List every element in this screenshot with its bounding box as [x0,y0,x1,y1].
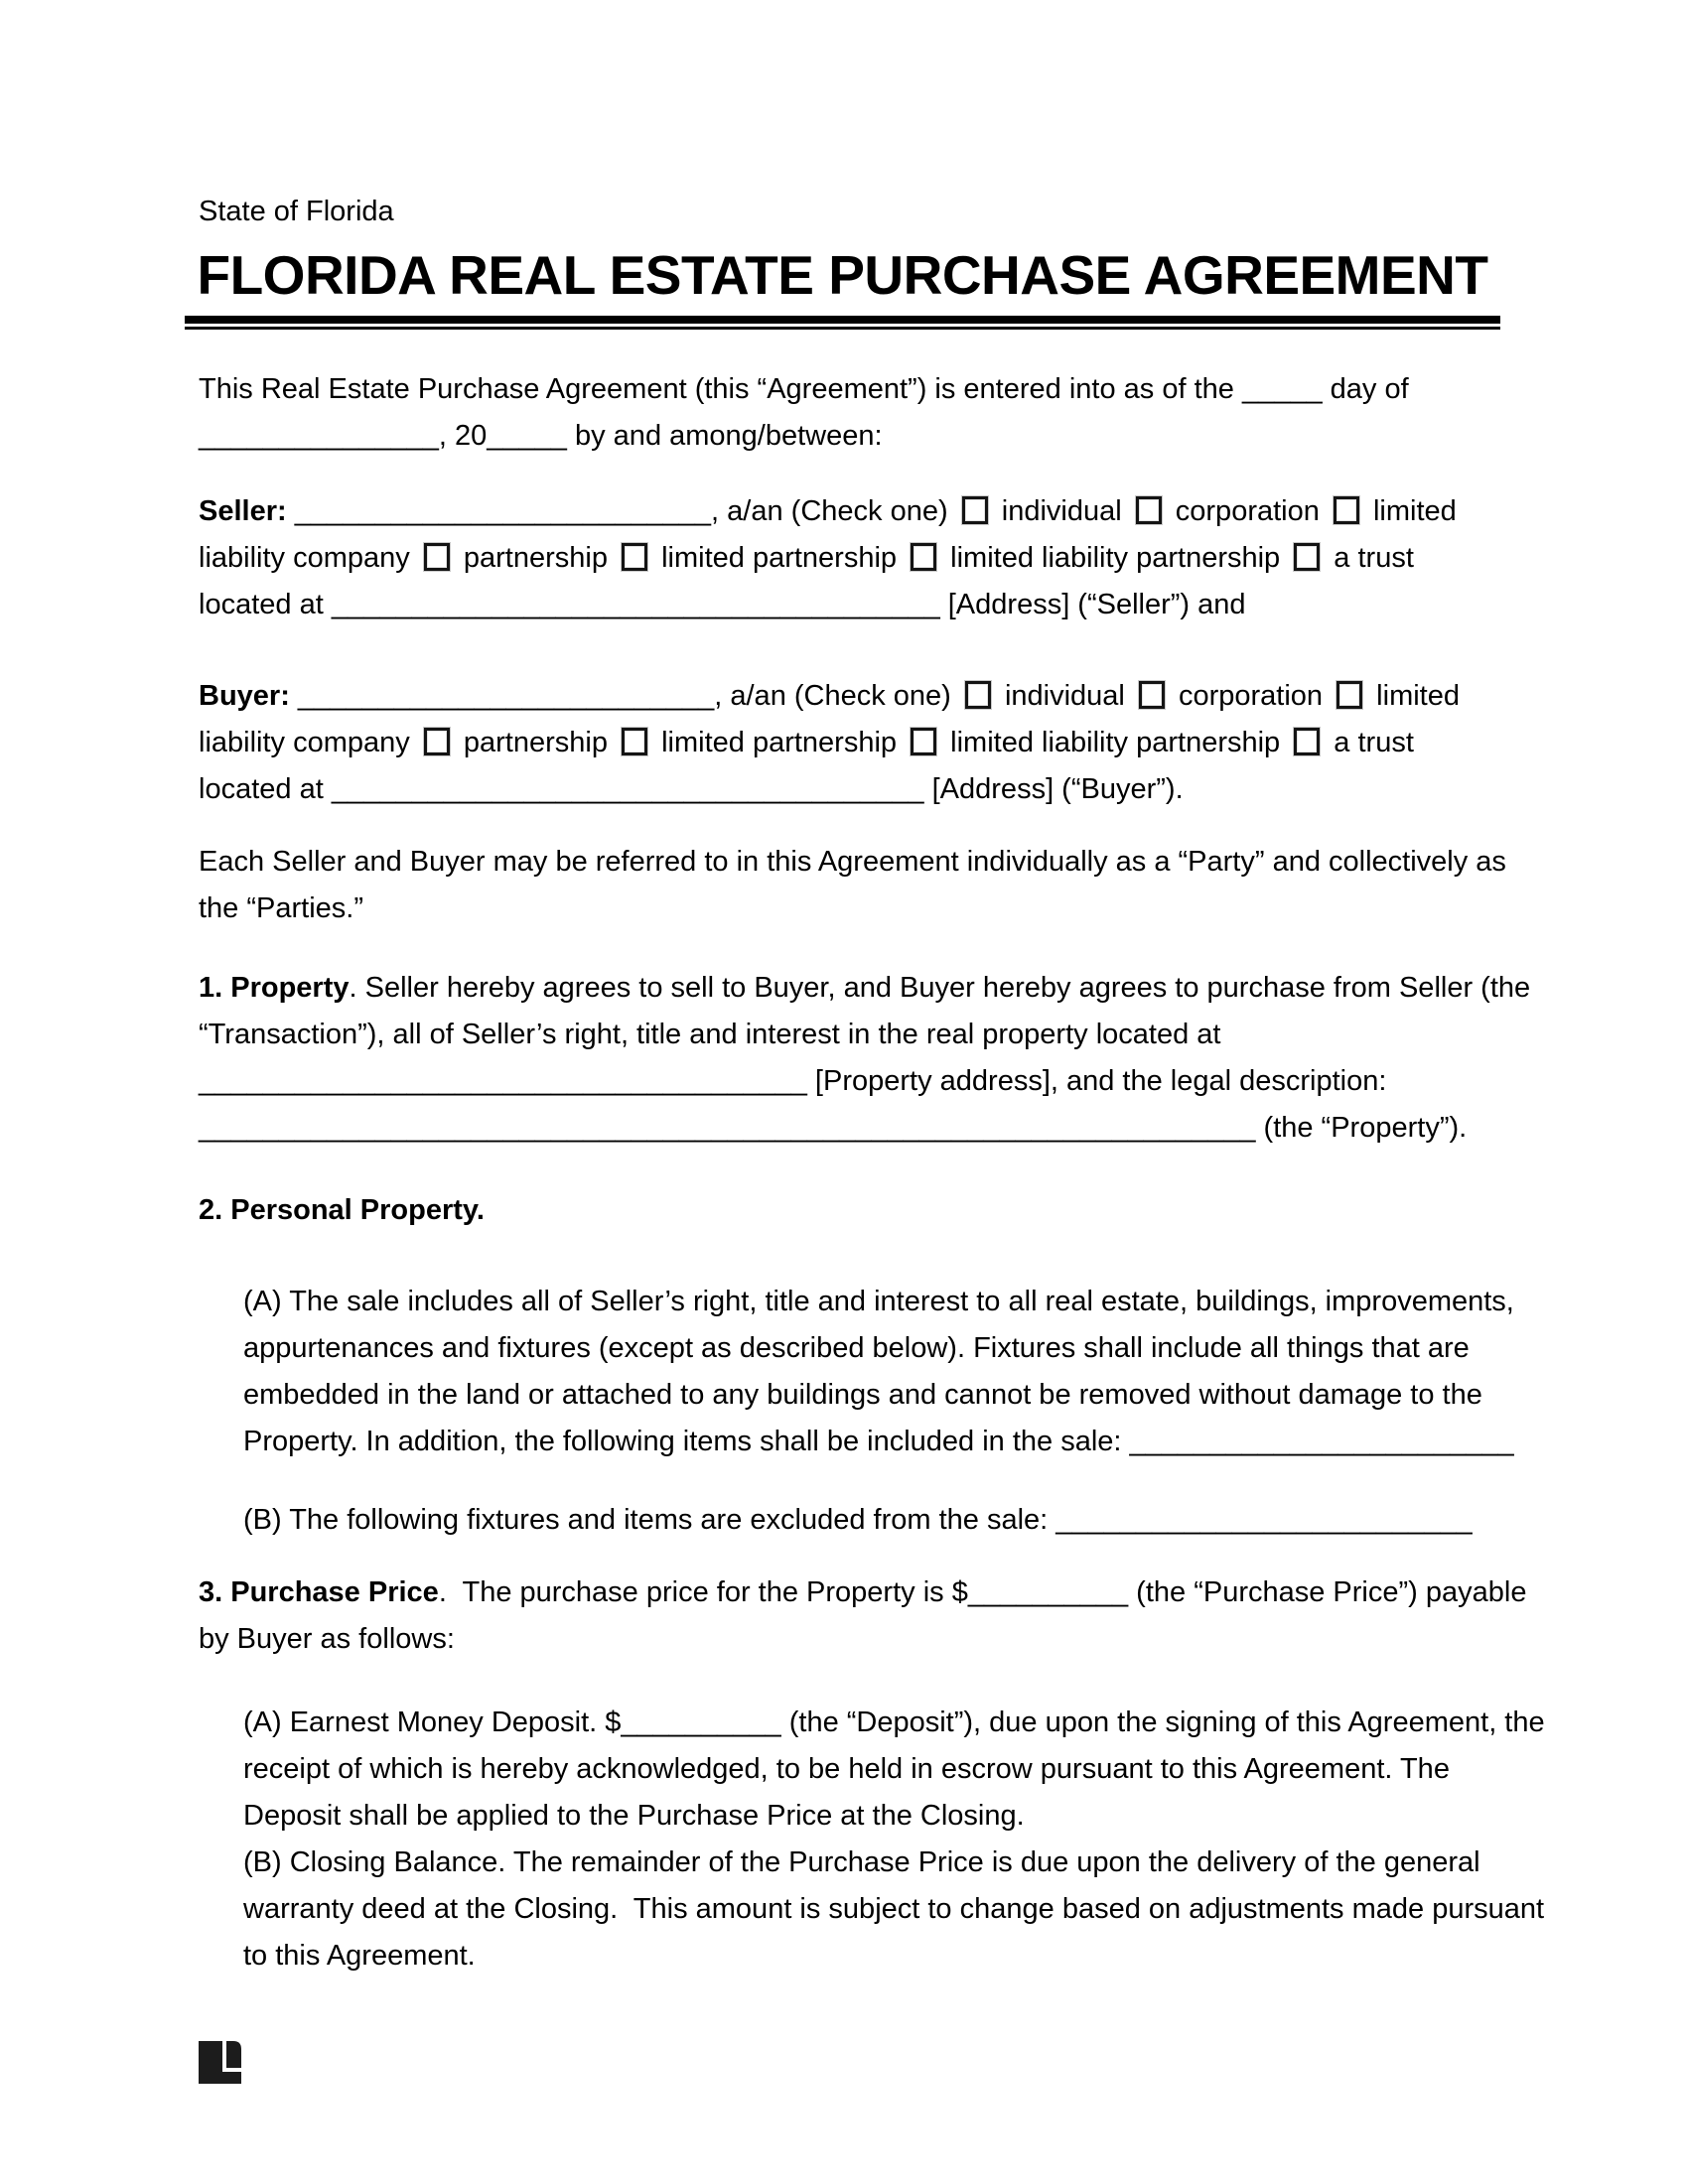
section1-heading: 1. Property [199,972,350,1004]
section3-purchase-price-paragraph: 3. Purchase Price. The purchase price for the Property is $__________ (the “Purchase Price”) payable by Buyer as follows: [199,1576,1527,1655]
section3-paragraph-a: (A) Earnest Money Deposit. $__________ (the “Deposit”), due upon the signing of this Agreement, the receipt of which is hereby acknowledged, to be held in escrow pursuant to this Agreement. The Deposit shall be applied to the Purchase Price at the Closing. [243,1706,1545,1832]
parties-paragraph: Each Seller and Buyer may be referred to in this Agreement individually as a “Party” and collectively as the “Parties.” [199,846,1506,924]
section2-heading: 2. Personal Property. [199,1194,485,1226]
seller-paragraph: Seller: __________________________, a/an (Check one) individual corporation limited liability company partnership limited partnership limited liability partnership a trust located at ______________________________________ [Address] (“Seller”) and [199,495,1457,620]
seller-limited-liability-partnership-checkbox[interactable] [911,543,936,571]
section3-paragraph-b: (B) Closing Balance. The remainder of the Purchase Price is due upon the delivery of the general warranty deed at the Closing. This amount is subject to change based on adjustments made pursuant to this Agreement. [243,1846,1545,1972]
buyer-corporation-checkbox[interactable] [1139,681,1165,709]
state-label: State of Florida [199,196,394,227]
section2-paragraph-b: (B) The following fixtures and items are excluded from the sale: __________________________ [243,1504,1473,1536]
divider-thick-line [185,316,1500,324]
seller-partnership-checkbox[interactable] [424,543,450,571]
buyer-paragraph: Buyer: __________________________, a/an (Check one) individual corporation limited liability company partnership limited partnership limited liability partnership a trust located at _____________________________________ [Address] (“Buyer”). [199,680,1460,805]
seller-limited-liability-company-checkbox[interactable] [1334,496,1359,524]
buyer-individual-checkbox[interactable] [965,681,991,709]
seller-limited-partnership-checkbox[interactable] [622,543,647,571]
buyer-partnership-checkbox[interactable] [424,728,450,755]
seller-individual-checkbox[interactable] [962,496,988,524]
document-title: FLORIDA REAL ESTATE PURCHASE AGREEMENT [197,244,1488,306]
buyer-label: Buyer: [199,680,298,712]
section2-paragraph-a: (A) The sale includes all of Seller’s right, title and interest to all real estate, buildings, improvements, appurtenances and fixtures (except as described below). Fixtures shall include all things that are embedded in the land or attached to any buildings and cannot be removed without damage to the Property. In addition, the following items shall be included in the sale: ________________________ [243,1286,1514,1457]
intro-paragraph: This Real Estate Purchase Agreement (this “Agreement”) is entered into as of the _____ day of _______________, 20_____ by and among/between: [199,373,1409,452]
section2-personal-property-heading [199,1187,1499,1234]
buyer-limited-liability-company-checkbox[interactable] [1336,681,1362,709]
section3-heading: 3. Purchase Price [199,1576,439,1608]
seller-label: Seller: [199,495,295,527]
buyer-limited-partnership-checkbox[interactable] [622,728,647,755]
divider-thin-line [185,327,1500,330]
legal-templates-logo [199,2041,241,2084]
title-divider [185,316,1500,330]
seller-corporation-checkbox[interactable] [1136,496,1162,524]
section1-property-paragraph: 1. Property. Seller hereby agrees to sell to Buyer, and Buyer hereby agrees to purchase from Seller (the “Transaction”), all of Seller’s right, title and interest in the real property located at ______________________________________ [Property address], and the legal description: __________________________________________________________________ (the “Property”). [199,972,1531,1144]
buyer-limited-liability-partnership-checkbox[interactable] [911,728,936,755]
buyer-trust-checkbox[interactable] [1294,728,1320,755]
seller-trust-checkbox[interactable] [1294,543,1320,571]
